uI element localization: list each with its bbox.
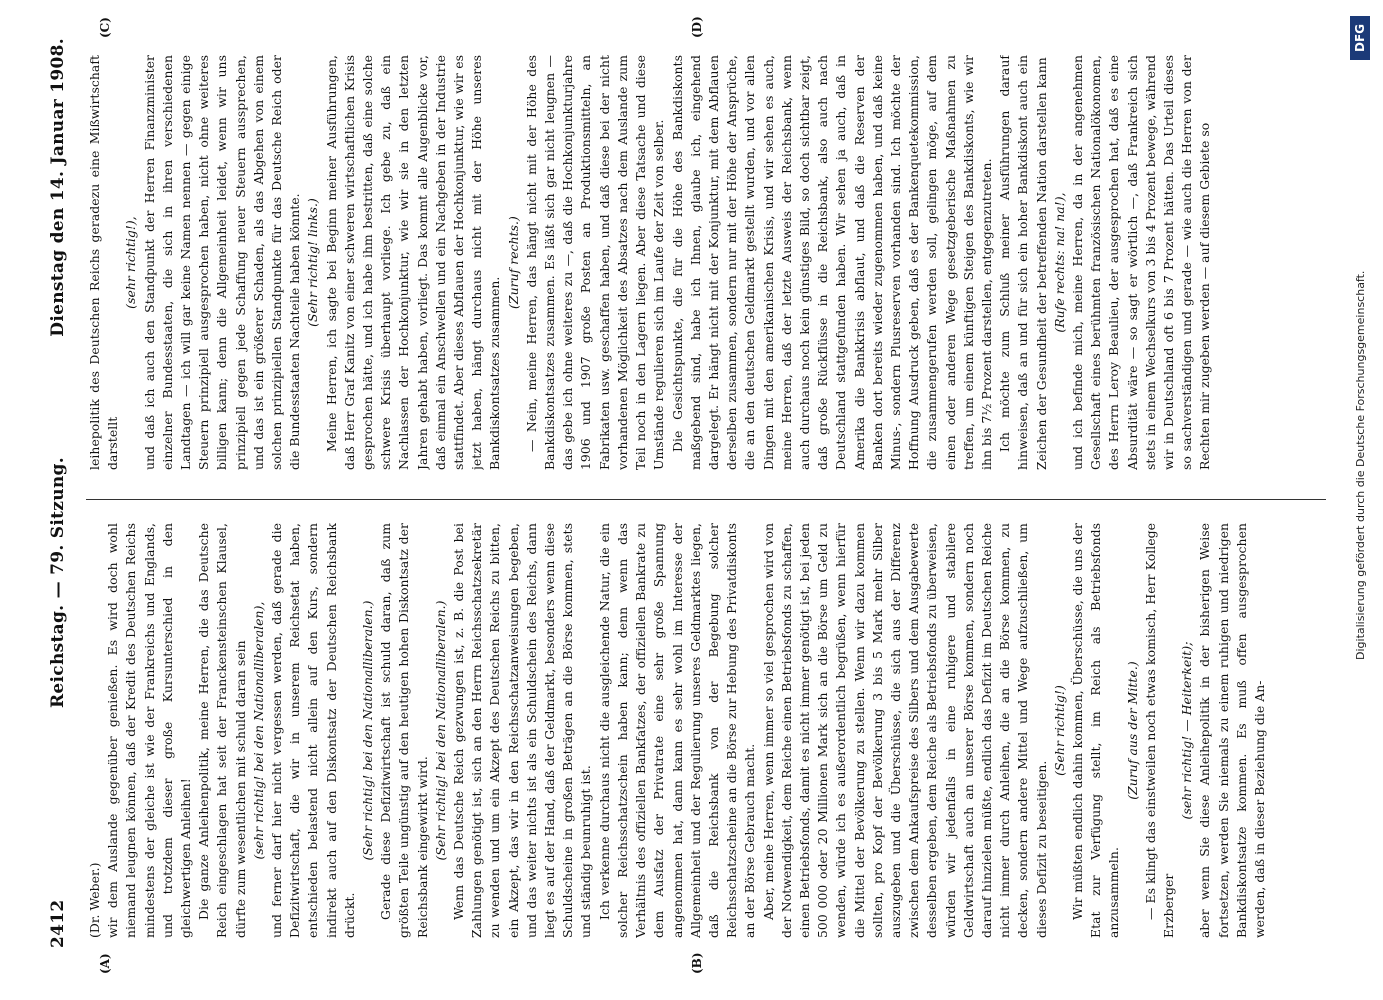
paragraph: und ich befinde mich, meine Herren, da in der angenehmen Gesellschaft eines berühmten französischen Nationalökonomen, des Herrn Leroy Beaulieu, der ausgesprochen hat, daß es eine Absurdität wäre — so sagt er wörtlich —, daß Frankreich sich stets in einem Wechselkurs von 3 bis 4 Prozent bewege, während wir in Deutschland oft 6 bis 7 Prozent hätten. Das Urteil dieses so sachverständigen und gerade — wie auch die Herren von der Rechten mir zugeben werden — auf diesem Gebiete so — [1069, 55, 1213, 470]
margin-mark-c: (C) — [98, 17, 112, 38]
paragraph: Wir müßten endlich dahin kommen, Überschüsse, die uns der Etat zur Verfügung stellt, im Reich als Betriebsfonds anzusammeln. — [1069, 523, 1122, 938]
paragraph: Die Gesichtspunkte, die für die Höhe des Bankdiskonts maßgebend sind, habe ich Ihnen, glaube ich, eingehend dargelegt. Er hängt nicht mit der Konjunktur, mit dem Abflauen derselben zusammen, sondern nur mit der Höhe der Ansprüche, die an den deutschen Geldmarkt gestellt wurden, und vor allen Dingen mit den amerikanischen Krisis, und wir sehen es auch, meine Herren, daß der letzte Ausweis der Reichsbank, wenn auch durchaus noch kein günstiges Bild, so doch sichtbar zeigt, daß große Rückflüsse in die Reichsbank, also auch nach Deutschland stattgefunden haben. Wir sehen ja auch, daß in Amerika die Bankkrisis abflaut, und daß die Reserven der Banken dort bereits wieder zugenommen haben, und daß keine Minus-, sondern Plusreserven vorhanden sind. Ich möchte der Hoffnung Ausdruck geben, daß es der Bankenquetekommission, die zusammengerufen werden soll, gelingen möge, auf dem einen oder anderen Wege gesetzgeberische Maßnahmen zu treffen, um einem künftigen Steigen des Bankdiskonts, wie wir ihn bis 7½ Prozent darstellen, entgegenzutreten. — [669, 55, 994, 470]
interjection: (Sehr richtig! links.) — [305, 198, 321, 327]
paragraph: Die ganze Anleihenpolitik, meine Herren, die das Deutsche Reich eingeschlagen hat seit der Franckensteinschen Klausel, dürfte zum wesentlichen mit schuld daran sein — [196, 523, 248, 938]
paragraph: Ich verkenne durchaus nicht die ausgleichende Natur, die ein solcher Reichsschatzschein haben kann; denn wenn das Verhältnis des offiziellen Bankfatzes, der offiziellen Bankrate zu dem Ausfatz der Privatrate eine sehr große Spannung angenommen hat, dann kann es sehr wohl im Interesse der Allgemeinheit und der Regulierung unseres Geldmarktes liegen, daß die Reichsbank von der Begebung solcher Reichsschatzscheine an die Börse zur Hebung des Privatdiskonts an der Börse Gebrauch macht. — [596, 523, 758, 938]
paragraph: — Es klingt das einstweilen noch etwas komisch, Herr Kollege Erzberger — [1142, 523, 1176, 938]
margin-mark-b: (B) — [690, 952, 704, 974]
paragraph: — Nein, meine Herren, das hängt nicht mit der Höhe des Bankdiskontsatzes zusammen. Es läßt sich gar nicht leugnen — das gebe ich ohne weiteres zu —, daß die Hochkonjunkturjahre 1906 und 1907 große Posten an Produktionsmitteln, an Fabrikaten usw. geschaffen haben, und daß diese bei der nicht vorhandenen Möglichkeit des Absatzes nach dem Auslande zum Teil noch in den Lagern liegen. Aber diese Tatsache und diese Umstände regulieren sich im Laufe der Zeit von selber. — [523, 55, 667, 470]
interjection: (Zuruf rechts.) — [505, 216, 521, 309]
paragraph: Ich möchte zum Schluß meiner Ausführungen darauf hinweisen, daß an und für sich ein hoher Bankdiskont auch ein Zeichen der Gesundheit der betreffenden Nation darstellen kann — [997, 55, 1049, 470]
paragraph: und daß ich auch den Standpunkt der Herren Finanzminister einzelner Bundesstaaten, die sich in ihren verschiedenen Landtagen — ich will gar keine Namen nennen — gegen einige Steuern prinzipiell ausgesprochen haben, nicht ohne weiteres billigen kann; denn die Allgemeinheit leidet, wenn wir uns prinzipiell gegen jede Schaffung neuer Steuern aussprechen, und das ist ein größerer Schaden, als das Abgehen von einem solchen prinzipiellen Standpunkte für das Deutsche Reich oder die Bundesstaaten Nachteile haben könnte. — [141, 55, 303, 470]
paragraph: und ferner darf hier nicht vergessen werden, daß gerade die Defizitwirtschaft, die wir in unserem Reichsetat haben, entschieden belastend nicht allein auf den Kurs, sondern indirekt auch auf den Diskontsatz der Deutschen Reichsbank drückt. — [269, 523, 357, 938]
interjection: (Sehr richtig!) — [1051, 685, 1067, 776]
interjection: (Sehr richtig! bei den Nationalliberalen.) — [360, 600, 376, 861]
interjection: (Sehr richtig! bei den Nationalliberalen.) — [432, 600, 448, 861]
paragraph: wir dem Auslande gegenüber genießen. Es wird doch wohl niemand leugnen können, daß der Kredit des Deutschen Reichs mindestens der gleiche ist wie der Frankreichs und Englands, und trotzdem dieser große Kursunterschied in den gleichwertigen Anleihen! — [105, 523, 194, 938]
session-title: Reichstag. — 79. Sitzung. — [48, 457, 68, 708]
dfg-logo: DFG — [1350, 16, 1370, 60]
paragraph: Gerade diese Defizitwirtschaft ist schuld daran, daß zum größten Teile ungünstig auf den heutigen hohen Diskontsatz der Reichsbank eingewirkt wird. — [378, 523, 430, 938]
interjection: (sehr richtig! — Heiterkeit); — [1179, 641, 1195, 820]
margin-mark-d: (D) — [690, 16, 704, 38]
interjection: (sehr richtig!), — [123, 216, 139, 309]
paragraph: Wenn das Deutsche Reich gezwungen ist, z. B. die Post bei Zahlungen genötigt ist, sich an den Herrn Reichsschatzsekretär zu wenden und um ein Akzept des Deutschen Reichs zu bitten, ein Akzept, das wir in den Reichsschatzanweisungen begeben, und das weiter nichts ist als ein Schuldschein des Reichs, dann liegt es auf der Hand, daß der Geldmarkt, besonders wenn diese Schuldscheine in großen Beträgen an die Börse kommen, stets und ständig beunruhigt ist. — [451, 523, 594, 938]
session-date: Dienstag den 14. Januar 1908. — [48, 38, 68, 337]
paragraph: Meine Herren, ich sagte bei Beginn meiner Ausführungen, daß Herr Graf Kanitz von einer schweren wirtschaftlichen Krisis gesprochen hätte, und ich habe ihm bestritten, daß eine solche schwere Krisis überhaupt vorliege. Ich gebe zu, daß ein Nachlassen der Hochkonjunktur, wie wir sie in den letzten Jahren gehabt haben, vorliegt. Das kommt alle Augenblicke vor, daß einmal ein Anschwellen und ein Nachgeben in der Industrie stattfindet. Aber dieses Abflauen der Hochkonjunktur, wie wir es jetzt haben, hängt durchaus nicht mit der Höhe unseres Bankdiskontsatzes zusammen. — [323, 55, 503, 470]
paragraph: (Dr. Weber.) — [87, 862, 102, 938]
left-column — [86, 523, 1331, 938]
paragraph: leihepolitik des Deutschen Reichs geradezu eine Mißwirtschaft darstellt — [87, 55, 121, 470]
column-divider — [86, 499, 1326, 500]
page-header — [40, 38, 74, 948]
interjection: (Rufe rechts: na! na!), — [1051, 192, 1067, 333]
margin-mark-a: (A) — [98, 953, 112, 974]
digitization-credit: Digitalisierung gefördert durch die Deutsche Forschungsgemeinschaft. — [1354, 270, 1367, 660]
right-column — [86, 55, 1331, 470]
interjection: (Zuruf aus der Mitte.) — [1124, 661, 1140, 800]
paragraph: Aber, meine Herren, wenn immer so viel gesprochen wird von der Notwendigkeit, dem Reiche einen Betriebsfonds zu schaffen, einen Betriebsfonds, damit es nicht immer genötigt ist, bei jeden 500 000 oder 20 Millionen Mark sich an die Börse um Geld zu wenden, würde ich es außerordentlich begrüßen, wenn hierfür die Mittel der Bevölkerung zu stellen. Wenn wir dazu kommen sollten, pro Kopf der Bevölkerung 3 bis 5 Mark mehr Silber auszugeben und die Überschüsse, die sich aus der Differenz zwischen dem Ankaufspreise des Silbers und dem Ausgabewerte desselben ergeben, dem Reiche als Betriebsfonds zu überweisen, würden wir jedenfalls in eine ruhigere und stabilere Geldwirtschaft auch an unserer Börse kommen, sondern noch darauf hinzielen müßte, endlich das Defizit im Deutschen Reiche nicht immer durch Anleihen, die an die Börse kommen, zu decken, sondern andere Mittel und Wege aufzuschließen, um dieses Defizit zu beseitigen. — [760, 523, 1049, 938]
paragraph: aber wenn Sie diese Anleihepolitik in der bisherigen Weise fortsetzen, werden Sie niemals zu einem ruhigen und niedrigen Bankdiskontsatze kommen. Es muß offen ausgesprochen werden, daß in dieser Beziehung die An- — [1197, 523, 1267, 938]
interjection: (sehr richtig! bei den Nationalliberalen), — [250, 601, 266, 860]
page-number: 2412 — [48, 899, 68, 948]
dfg-credit-strip — [1346, 0, 1376, 1000]
